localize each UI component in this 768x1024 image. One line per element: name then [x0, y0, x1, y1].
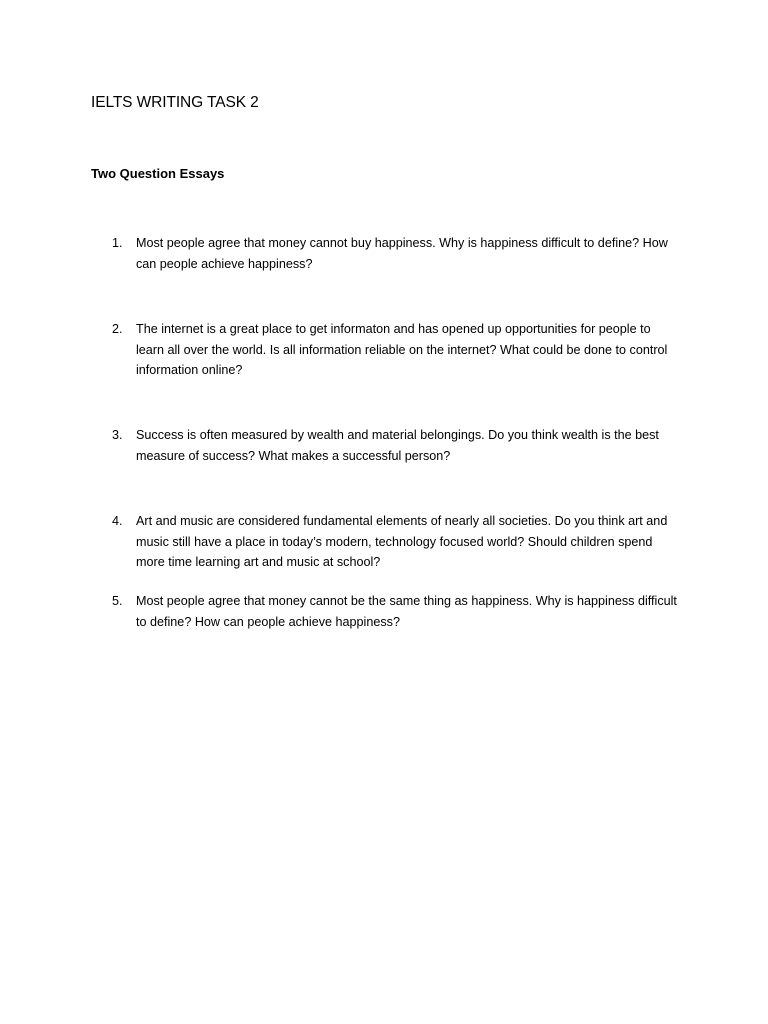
question-text: Most people agree that money cannot buy happiness. Why is happiness difficult to define? How can people achieve happiness? [136, 236, 668, 271]
question-text: The internet is a great place to get informaton and has opened up opportunities for people to learn all over the world. Is all information reliable on the internet? What could be done to control information online? [136, 322, 668, 377]
question-number: 2. [112, 322, 123, 336]
document-title: IELTS WRITING TASK 2 [91, 94, 259, 111]
question-text: Art and music are considered fundamental elements of nearly all societies. Do you think art and music still have a place in today’s modern, technology focused world? Should children spend more time learning art and music at school? [136, 514, 668, 569]
question-text: Success is often measured by wealth and material belongings. Do you think wealth is the best measure of success? What makes a successful person? [136, 428, 659, 463]
question-text: Most people agree that money cannot be the same thing as happiness. Why is happiness difficult to define? How can people achieve happiness? [136, 594, 677, 629]
section-heading: Two Question Essays [91, 166, 225, 181]
question-number: 5. [112, 594, 123, 608]
question-number: 3. [112, 428, 123, 442]
question-number: 1. [112, 236, 123, 250]
question-number: 4. [112, 514, 123, 528]
